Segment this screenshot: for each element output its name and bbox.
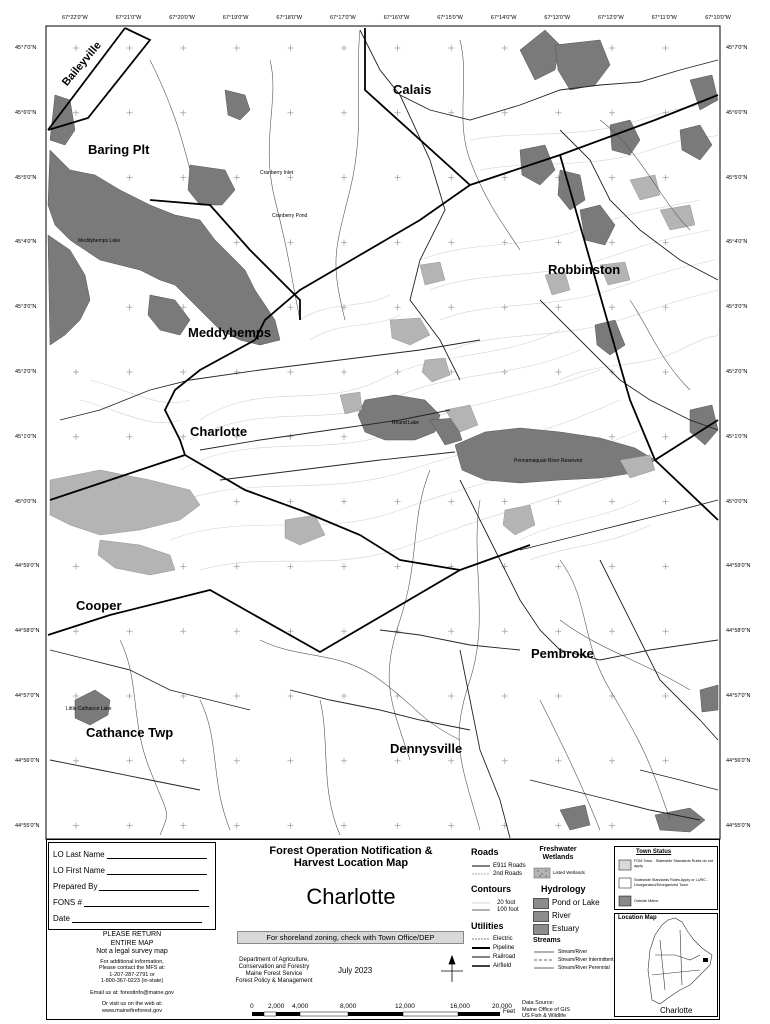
town-status-row-3: Outside Maine xyxy=(634,899,659,903)
town-title: Charlotte xyxy=(306,884,396,909)
town-label-baring: Baring Plt xyxy=(88,142,150,157)
legend-roads-title: Roads xyxy=(471,847,499,857)
town-label-charlotte: Charlotte xyxy=(190,424,248,439)
map-date: July 2023 xyxy=(338,966,373,975)
dept-line-2: Conservation and Forestry xyxy=(238,964,310,970)
legend-utility-airfield: Airfield xyxy=(493,963,512,969)
shoreland-note: For shoreland zoning, check with Town Office/DEP xyxy=(237,931,464,944)
town-status-row-1: FOM Town - Statewide Standards Rules do not apply xyxy=(634,859,714,868)
town-label-robbinston: Robbinston xyxy=(548,262,621,277)
latitude-tick-label: 45°0'0"N xyxy=(15,498,37,505)
prepared-by-field[interactable]: Prepared By xyxy=(53,882,199,891)
water-label-round: Round Lake xyxy=(392,420,419,426)
source-line-3: US Fish & Wildlife xyxy=(522,1013,567,1019)
water-label-little-cathance: Little Cathance Lake xyxy=(66,706,112,712)
longitude-tick-label: 67°22'0"W xyxy=(62,15,88,21)
source-line-2: Maine Office of GIS xyxy=(522,1006,570,1013)
latitude-tick-label: 44°56'0"N xyxy=(726,757,751,764)
legend-stream-2: Stream/River Intermittent xyxy=(558,957,614,963)
legend-road-e911: E911 Roads xyxy=(493,863,526,869)
fons-number-field[interactable]: FONS # xyxy=(53,898,209,907)
longitude-tick-label: 67°12'0"W xyxy=(598,15,624,21)
longitude-tick-label: 67°20'0"W xyxy=(169,15,195,21)
latitude-tick-label: 44°58'0"N xyxy=(726,628,751,635)
town-label-cathance: Cathance Twp xyxy=(86,725,174,740)
web-link[interactable]: www.mainefireforest.gov xyxy=(102,1007,162,1014)
legend-stream-3: Stream/River Perennial xyxy=(558,965,610,971)
return-line-1: PLEASE RETURN xyxy=(102,931,162,938)
legend-hydrology-title: Hydrology xyxy=(541,884,586,894)
map-title xyxy=(236,845,466,869)
latitude-tick-label: 44°56'0"N xyxy=(15,757,40,764)
legend-utility-railroad: Railroad xyxy=(493,954,516,960)
legend-contours-title: Contours xyxy=(471,884,511,894)
legend-contour-100: 100 foot xyxy=(497,907,519,913)
wetlands-title-line-1: Freshwater xyxy=(539,846,577,853)
latitude-tick-label: 45°6'0"N xyxy=(726,109,748,116)
date-field[interactable]: Date xyxy=(53,914,202,923)
latitude-tick-label: 45°2'0"N xyxy=(15,369,37,375)
longitude-tick-label: 67°18'0"W xyxy=(276,15,303,21)
latitude-tick-label: 45°7'0"N xyxy=(726,45,748,51)
lo-last-name-field[interactable]: LO Last Name xyxy=(53,850,207,859)
hydro-swatch-river xyxy=(533,911,549,922)
water-label-meddybemps: Meddybemps Lake xyxy=(78,238,121,244)
legend-hydro-pond: Pond or Lake xyxy=(552,898,600,907)
latitude-tick-label: 45°7'0"N xyxy=(15,45,37,51)
longitude-tick-label: 67°11'0"W xyxy=(651,15,677,21)
department-block xyxy=(212,957,336,985)
latitude-tick-label: 45°5'0"N xyxy=(15,174,37,181)
town-label-cooper: Cooper xyxy=(76,598,122,613)
longitude-tick-label: 67°13'0"W xyxy=(544,15,571,21)
legend-wetland-item: Listed Wetlands xyxy=(553,870,585,875)
latitude-tick-label: 44°58'0"N xyxy=(15,628,40,635)
info-line-1: For additional information, xyxy=(100,958,164,965)
location-map-label: Charlotte xyxy=(660,1006,693,1015)
info-line-3: 1-207-287-2791 or xyxy=(109,971,155,978)
email-contact: Email us at: forestinfo@maine.gov xyxy=(90,989,174,996)
town-label-pembroke: Pembroke xyxy=(531,646,594,661)
data-source xyxy=(522,1000,570,1020)
web-line-1: Or visit us on the web at: xyxy=(101,1001,163,1007)
scale-label: 0 xyxy=(250,1003,254,1010)
legend-road-2nd: 2nd Roads xyxy=(493,871,523,877)
return-instructions xyxy=(48,931,216,1014)
lo-first-name-field[interactable]: LO First Name xyxy=(53,866,207,875)
dept-line-1: Department of Agriculture, xyxy=(239,957,309,963)
longitude-tick-label: 67°19'0"W xyxy=(222,15,249,21)
latitude-tick-label: 45°3'0"N xyxy=(15,304,37,311)
water-label-cranberry-pond: Cranberry Pond xyxy=(272,213,308,219)
hydro-swatch-estuary xyxy=(533,924,549,935)
legend-stream-1: Stream/River xyxy=(558,949,588,955)
latitude-tick-label: 44°57'0"N xyxy=(15,693,40,699)
scale-label: 12,000 xyxy=(395,1003,415,1010)
legend-hydro-estuary: Estuary xyxy=(552,924,580,933)
not-legal-note: Not a legal survey map xyxy=(96,948,168,955)
longitude-tick-label: 67°14'0"W xyxy=(490,15,517,21)
scale-label: 20,000 xyxy=(492,1003,512,1010)
latitude-tick-label: 45°0'0"N xyxy=(726,498,748,505)
latitude-tick-label: 45°4'0"N xyxy=(15,239,37,246)
town-status-title: Town Status xyxy=(636,849,672,855)
latitude-tick-label: 44°55'0"N xyxy=(726,822,751,829)
dept-line-4: Forest Policy & Management xyxy=(235,978,313,984)
latitude-tick-label: 45°2'0"N xyxy=(726,369,748,375)
latitude-tick-label: 45°4'0"N xyxy=(726,239,748,246)
latitude-tick-label: 45°1'0"N xyxy=(726,433,748,440)
latitude-tick-label: 45°5'0"N xyxy=(726,174,748,181)
town-label-meddybemps: Meddybemps xyxy=(188,325,272,340)
location-map-title: Location Map xyxy=(618,915,657,921)
return-line-2: ENTIRE MAP xyxy=(110,939,154,947)
water-label-cranberry-inlet: Cranberry Inlet xyxy=(260,170,294,176)
scale-label: 4,000 xyxy=(292,1003,309,1010)
legend-utilities-title: Utilities xyxy=(471,921,504,931)
legend-streams-title: Streams xyxy=(533,937,561,944)
latitude-tick-label: 44°55'0"N xyxy=(15,822,40,829)
scale-label: 2,000 xyxy=(268,1003,285,1010)
latitude-tick-label: 44°59'0"N xyxy=(726,563,751,570)
longitude-tick-label: 67°15'0"W xyxy=(437,15,463,21)
latitude-tick-label: 45°3'0"N xyxy=(726,304,748,311)
latitude-tick-label: 45°1'0"N xyxy=(15,433,37,440)
info-line-2: Please contact the MFS at: xyxy=(98,965,166,971)
longitude-tick-label: 67°16'0"W xyxy=(383,15,410,21)
legend-utility-pipeline: Pipeline xyxy=(493,945,515,951)
longitude-tick-label: 67°21'0"W xyxy=(115,15,142,21)
longitude-tick-label: 67°10'0"W xyxy=(705,15,731,21)
legend-wetlands-title xyxy=(530,846,586,862)
legend-utility-electric: Electric xyxy=(493,936,513,942)
scale-unit: Feet xyxy=(503,1009,516,1015)
latitude-tick-label: 44°57'0"N xyxy=(726,693,751,699)
location-map-box xyxy=(614,913,718,1017)
water-label-pennamaquan: Pennamaquan River Reservoir xyxy=(514,458,583,464)
title-line-1: Forest Operation Notification & xyxy=(269,845,433,857)
scale-label: 16,000 xyxy=(450,1003,470,1010)
town-label-calais: Calais xyxy=(393,82,432,97)
longitude-tick-label: 67°17'0"W xyxy=(330,15,356,21)
latitude-tick-label: 44°59'0"N xyxy=(15,563,40,570)
latitude-tick-label: 45°6'0"N xyxy=(15,109,37,116)
town-label-baileyville: Baileyville xyxy=(60,39,104,89)
legend-contour-20: 20 foot xyxy=(497,900,516,906)
source-line-1: Data Source: xyxy=(522,1000,555,1006)
wetlands-title-line-2: Wetlands xyxy=(542,854,574,861)
town-label-dennysville: Dennysville xyxy=(390,741,463,756)
town-status-row-2: Statewide Standards Rules Apply or LURC - Unorganized/Deorganized Town xyxy=(634,878,709,887)
legend-hydro-river: River xyxy=(552,911,571,920)
dept-line-3: Maine Forest Service xyxy=(245,971,303,977)
title-line-2: Harvest Location Map xyxy=(293,857,409,869)
scale-label: 8,000 xyxy=(340,1003,357,1010)
info-line-4: 1-800-367-0223 (in-state) xyxy=(100,978,164,984)
hydro-swatch-pond xyxy=(533,898,549,909)
